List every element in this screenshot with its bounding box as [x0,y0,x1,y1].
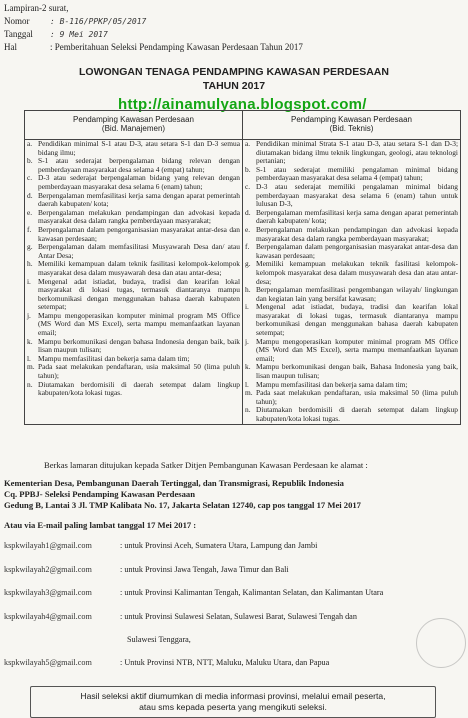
hal-label: Hal [4,42,17,52]
item-text: Mampu berkomunikasi dengan baik, Bahasa Indonesia yang baik, lisan maupun tulisan; [256,362,458,381]
item-text: Berpengalaman memfasilitasi kerja sama dengan aparat pemerintah daerah kabupaten/ kota; [38,190,240,209]
right-requirement-item [245,166,458,183]
email-region: : untuk Provinsi Jawa Tengah, Jawa Timur dan Bali [120,565,289,574]
left-requirement-item [27,209,240,226]
right-requirement-item [245,303,458,337]
item-marker: h. [245,285,251,295]
item-text: Berpengalaman memfasilitasi pengembangan wilayah/ lingkungan dan kegiatan lain yang bersifat kawasan; [256,285,458,303]
item-text: D-3 atau sederajat memiliki pengalaman minimal bidang pemberdayaan masyarakat desa selama 6 (enam) tahun untuk lulusan D-3, [256,181,458,209]
table-header-row [25,111,461,140]
address-line-1: Kementerian Desa, Pembangunan Daerah Tertinggal, dan Transmigrasi, Republik Indonesia [4,478,344,488]
blog-watermark: http://ainamulyana.blogspot.com/ [118,96,367,113]
page-subtitle: TAHUN 2017 [202,80,266,92]
item-text: Mampu memfasilitasi dan bekerja sama dalam tim; [38,353,190,363]
left-requirement-item [27,278,240,312]
hal-value: : Pemberitahuan Seleksi Pendamping Kawasan Perdesaan Tahun 2017 [50,42,303,52]
item-marker: f. [245,242,250,252]
item-marker: j. [27,310,31,320]
item-marker: c. [27,173,33,183]
item-text: Memiliki kemampuan melakukan teknik fasilitasi kelompok-kelompok masyarakat desa dalam musyawarah desa dan atau antar-desa; [256,259,458,286]
left-requirement-item [27,157,240,174]
left-requirement-item [27,381,240,398]
item-text: Mampu memfasilitasi dan bekerja sama dalam tim; [256,379,408,389]
page-title: LOWONGAN TENAGA PENDAMPING KAWASAN PERDESAAN [79,66,389,78]
left-requirement-item [27,312,240,338]
item-text: Berpengalaman dalam pengorganisasian masyarakat antar-desa dan kawasan perdesaan; [38,224,240,243]
lampiran-line: Lampiran-2 surat, [4,3,69,13]
left-header-sub: (Bid. Manajemen) [101,124,166,133]
item-marker: j. [245,336,249,346]
item-marker: a. [245,139,251,148]
item-marker: h. [27,259,33,269]
left-requirement-item [27,174,240,191]
email-region: : untuk Provinsi Aceh, Sumatera Utara, Lampung dan Jambi [120,541,318,550]
right-requirement-item [245,226,458,243]
right-requirement-item [245,389,458,406]
nomor-line [4,16,146,27]
submission-note: Berkas lamaran ditujukan kepada Satker Ditjen Pembangunan Kawasan Perdesaan ke alamat : [44,460,368,470]
email-address[interactable]: kspkwilayah3@gmail.com [4,588,92,597]
item-text: S-1 atau sederajat memiliki pengalaman minimal bidang pemberdayaan masyarakat desa selama 4 (empat) tahun; [256,164,458,183]
item-marker: d. [27,190,33,200]
right-requirement-item [245,209,458,226]
address-line-2: Cq. PPBJ- Seleksi Pendamping Kawasan Perdesaan [4,489,195,499]
right-column [243,140,461,425]
hal-line [4,42,303,52]
item-marker: c. [245,181,251,191]
item-marker: d. [245,207,251,217]
item-marker: a. [27,139,33,148]
item-text: Mampu mengoperasikan komputer minimal program MS Office (MS Word dan MS Excel), serta mampu memanfaatkan layanan email; [38,310,240,338]
left-requirement-item [27,243,240,260]
item-text: Mengenal adat istiadat, budaya, tradisi dan kearifan lokal masyarakat di lokasi tugas, termasuk diantaranya mampu berkomunikasi dengan menggunakan bahasa daerah kabupaten setempat; [38,276,240,312]
item-text: Diutamakan berdomisili di daerah setempat dalam lingkup kabupaten/kota lokasi tugas. [38,379,240,398]
item-marker: g. [27,242,33,252]
table-body-row [25,140,461,425]
email-region: : untuk Provinsi Kalimantan Tengah, Kalimantan Selatan, dan Kalimantan Utara [120,588,384,597]
email-region: : Untuk Provinsi NTB, NTT, Maluku, Maluku Utara, dan Papua [120,658,330,667]
email-address[interactable]: kspkwilayah2@gmail.com [4,565,92,574]
email-address[interactable]: kspkwilayah5@gmail.com [4,658,92,667]
item-marker: k. [27,336,33,346]
item-text: D-3 atau sederajat berpengalaman bidang yang relevan dengan pemberdayaan masyarakat desa selama 6 (enam) tahun; [38,173,240,191]
right-requirement-item [245,406,458,423]
item-marker: m. [27,362,35,372]
left-requirement-item [27,363,240,380]
right-requirement-item [245,363,458,380]
right-requirement-item [245,140,458,166]
email-address[interactable]: kspkwilayah4@gmail.com [4,612,92,621]
right-header-title: Pendamping Kawasan Perdesaan [291,115,412,124]
item-text: Mampu berkomunikasi dengan bahasa Indonesia dengan baik, baik lisan maupun tulisan; [38,336,240,355]
right-requirement-item [245,183,458,209]
right-requirement-item [245,338,458,364]
item-text: Pada saat melakukan pendaftaran, usia maksimal 50 (lima puluh tahun); [38,362,240,381]
item-text: Mampu mengoperasikan komputer minimal program MS Office (MS Word dan MS Excel), serta mampu memanfaatkan layanan email; [256,336,458,363]
left-requirement-item [27,226,240,243]
email-region: Sulawesi Tenggara, [127,635,191,644]
item-marker: l. [27,353,31,363]
nomor-label: Nomor [4,16,30,26]
item-marker: b. [27,156,33,166]
item-text: Pendidikan minimal S-1 atau D-3, atau setara S-1 dan D-3 semua bidang ilmu; [38,139,240,157]
item-text: Diutamakan berdomisili di daerah setempat dalam lingkup kabupaten/kota lokasi tugas. [256,405,458,423]
item-marker: i. [27,276,31,286]
left-requirement-item [27,338,240,355]
right-column-header [243,111,461,140]
email-region: : untuk Provinsi Sulawesi Selatan, Sulawesi Barat, Sulawesi Tengah dan [120,612,357,621]
item-marker: m. [245,388,253,398]
right-requirement-item [245,260,458,286]
tanggal-line [4,29,108,40]
item-text: Pada saat melakukan pendaftaran, usia maksimal 50 (lima puluh tahun); [256,388,458,406]
left-requirements-list [27,140,240,398]
item-text: Berpengalaman memfasilitasi kerja sama dengan aparat pemerintah daerah kabupaten/ kota; [256,207,458,226]
item-marker: f. [27,224,32,234]
item-marker: e. [245,224,251,234]
item-text: Berpengalaman dalam memfasilitasi Musyawarah Desa dan/ atau Antar Desa; [38,242,240,260]
item-marker: n. [27,379,33,389]
tanggal-label: Tanggal [4,29,33,39]
left-column-header [25,111,243,140]
item-text: Berpengalaman dalam pengorganisasian masyarakat antar-desa dan kawasan perdesaan; [256,242,458,260]
item-marker: b. [245,164,251,174]
email-intro: Atau via E-mail paling lambat tanggal 17 Mei 2017 : [4,520,197,530]
item-text: S-1 atau sederajat berpengalaman bidang relevan dengan pemberdayaan masyarakat desa selama 4 (empat) tahun; [38,156,240,174]
nomor-value: : B-116/PPKP/05/2017 [50,17,147,26]
address-line-3: Gedung B, Lantai 3 Jl. TMP Kalibata No. 17, Jakarta Selatan 12740, cap pos tanggal 17 Mei 2017 [4,500,361,510]
item-marker: i. [245,302,249,312]
item-marker: k. [245,362,251,372]
item-text: Memiliki kemampuan dalam teknik fasilitasi kelompok-kelompok masyarakat desa dalam musyawarah desa dan atau antar-desa; [38,259,240,277]
item-marker: l. [245,379,249,389]
item-text: Pendidikan minimal Strata S-1 atau D-3, atau setara S-1 dan D-3; diutamakan bidang ilmu teknik lingkungan, geologi, atau teknologi pertanian; [256,139,458,166]
right-requirements-list [245,140,458,424]
left-column [25,140,243,425]
email-address[interactable]: kspkwilayah1@gmail.com [4,541,92,550]
item-text: Berpengalaman melakukan pendampingan dan advokasi kepada masyarakat desa dalam rangka pemberdayaan masyarakat; [256,224,458,243]
left-header-title: Pendamping Kawasan Perdesaan [73,115,194,124]
right-requirement-item [245,286,458,303]
tanggal-value: : 9 Mei 2017 [50,30,108,39]
item-marker: e. [27,207,33,217]
item-marker: n. [245,405,251,415]
item-text: Berpengalaman melakukan pendampingan dan advokasi kepada masyarakat desa dalam rangka pemberdayaan masyarakat; [38,207,240,226]
announcement-line-1: Hasil seleksi aktif diumumkan di media informasi provinsi, melalui email peserta, [80,691,386,701]
left-requirement-item [27,260,240,277]
right-header-sub: (Bid. Teknis) [329,124,374,133]
left-requirement-item [27,192,240,209]
item-text: Mengenal adat istiadat, budaya, tradisi dan kearifan lokal masyarakat di lokasi tugas, termasuk diantaranya mampu berkomunikasi dengan menggunakan bahasa daerah kabupaten setempat; [256,302,458,338]
announcement-line-2: atau sms kepada peserta yang mengikuti seleksi. [139,702,327,712]
announcement-box [30,686,436,718]
left-requirement-item [27,140,240,157]
item-marker: g. [245,259,251,269]
official-stamp [416,618,466,668]
right-requirement-item [245,243,458,260]
requirements-table [24,110,461,425]
